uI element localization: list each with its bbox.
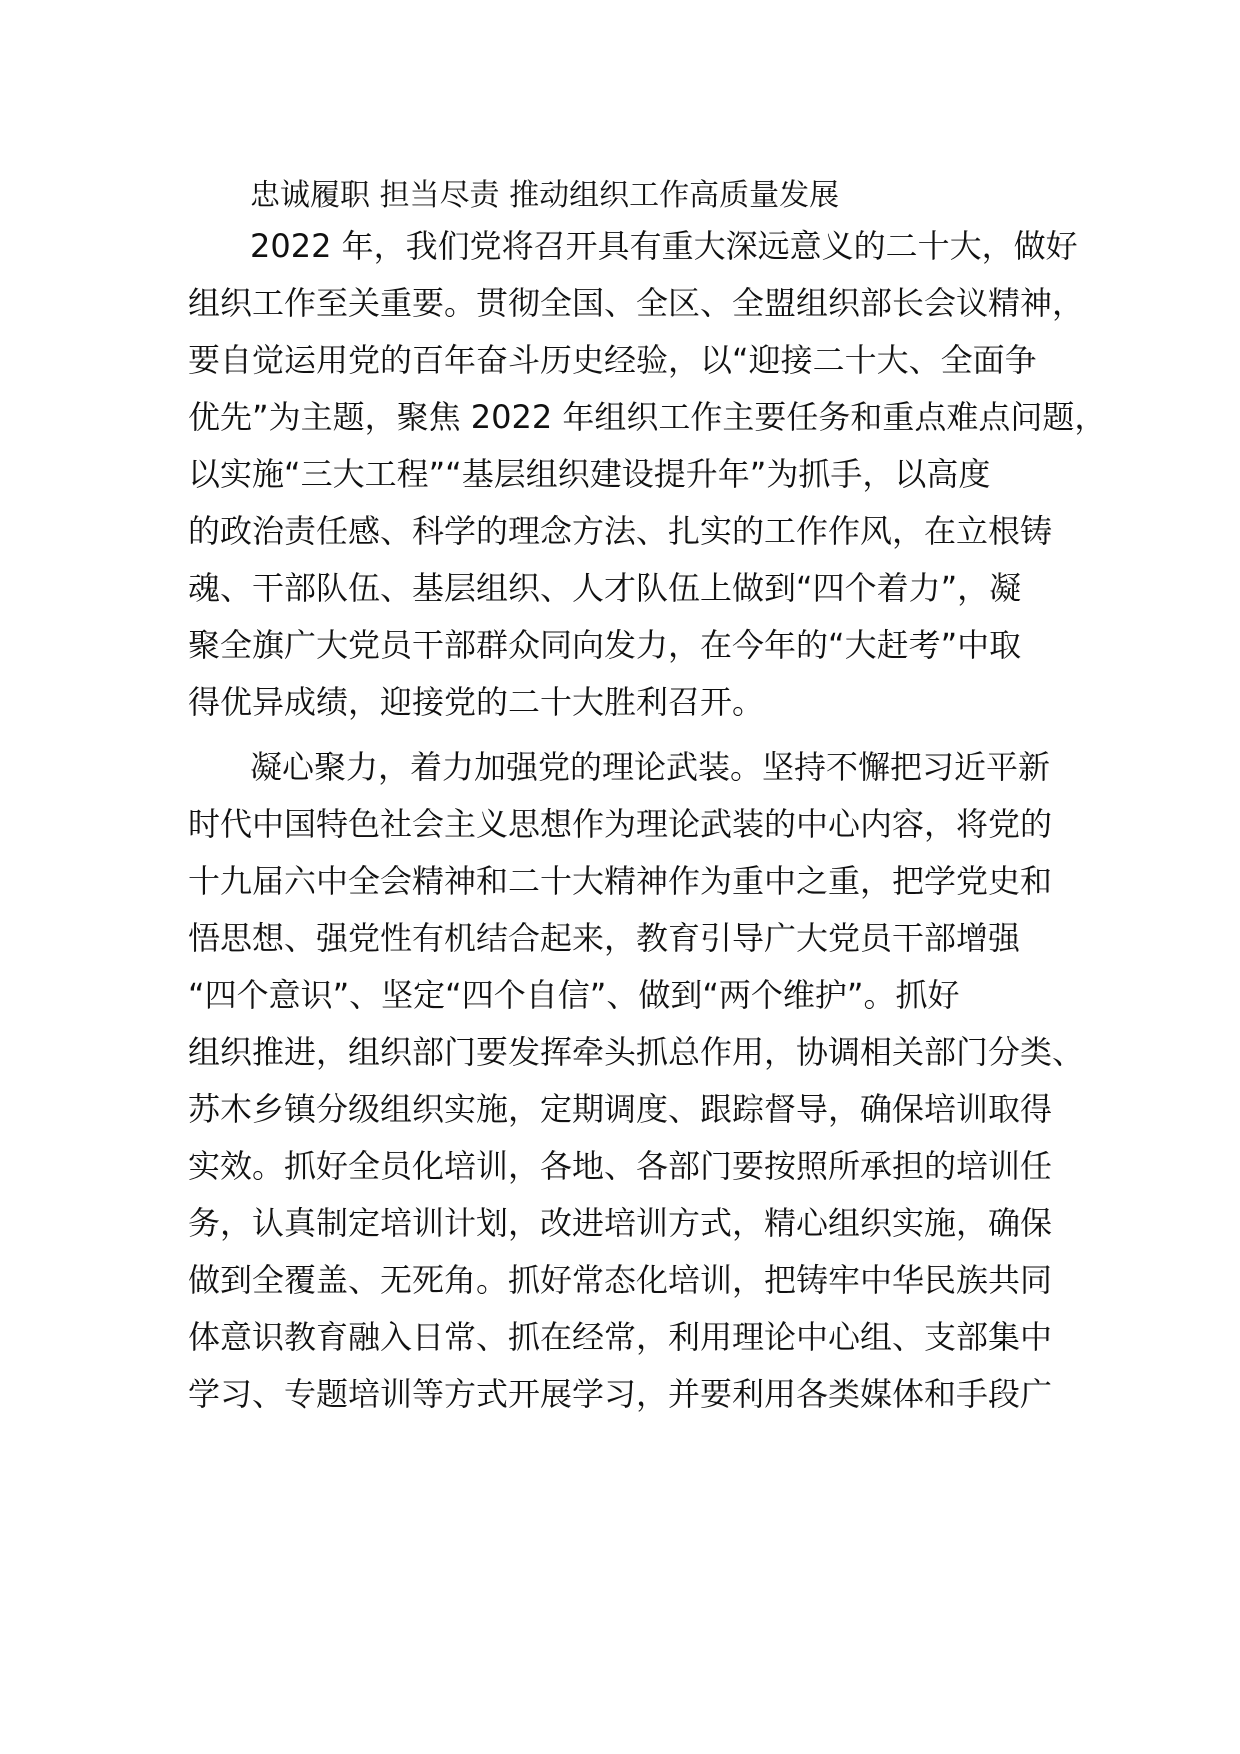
paragraph-2-line-7: 苏木乡镇分级组织实施，定期调度、跟踪督导，确保培训取得 — [188, 1090, 1053, 1128]
paragraph-1-line-7: 魂、干部队伍、基层组织、人才队伍上做到“四个着力”，凝 — [188, 569, 1022, 607]
paragraph-2-line-5: “四个意识”、坚定“四个自信”、做到“两个维护”。抓好 — [188, 976, 960, 1014]
paragraph-1-line-3: 要自觉运用党的百年奋斗历史经验，以“迎接二十大、全面争 — [188, 341, 1037, 379]
paragraph-2-line-1: 凝心聚力，着力加强党的理论武装。坚持不懈把习近平新 — [250, 748, 1051, 786]
paragraph-2-line-2: 时代中国特色社会主义思想作为理论武装的中心内容，将党的 — [188, 805, 1053, 843]
paragraph-1-line-9: 得优异成绩，迎接党的二十大胜利召开。 — [188, 683, 765, 721]
paragraph-2-line-6: 组织推进，组织部门要发挥牵头抓总作用，协调相关部门分类、 — [188, 1033, 1085, 1071]
paragraph-2-line-9: 务，认真制定培训计划，改进培训方式，精心组织实施，确保 — [188, 1204, 1053, 1242]
paragraph-1-line-8: 聚全旗广大党员干部群众同向发力，在今年的“大赶考”中取 — [188, 626, 1022, 664]
paragraph-1-line-5: 以实施“三大工程”“基层组织建设提升年”为抓手，以高度 — [188, 455, 991, 493]
paragraph-1-line-1: 2022 年，我们党将召开具有重大深远意义的二十大，做好 — [250, 227, 1078, 265]
paragraph-2-line-4: 悟思想、强党性有机结合起来，教育引导广大党员干部增强 — [188, 919, 1021, 957]
paragraph-1-line-6: 的政治责任感、科学的理念方法、扎实的工作作风，在立根铸 — [188, 512, 1053, 550]
paragraph-2-line-11: 体意识教育融入日常、抓在经常，利用理论中心组、支部集中 — [188, 1318, 1053, 1356]
paragraph-2-line-12: 学习、专题培训等方式开展学习，并要利用各类媒体和手段广 — [188, 1375, 1053, 1413]
paragraph-1-line-2: 组织工作至关重要。贯彻全国、全区、全盟组织部长会议精神， — [188, 284, 1085, 322]
paragraph-2-line-3: 十九届六中全会精神和二十大精神作为重中之重，把学党史和 — [188, 862, 1053, 900]
paragraph-2-line-8: 实效。抓好全员化培训，各地、各部门要按照所承担的培训任 — [188, 1147, 1053, 1185]
paragraph-1-line-4: 优先”为主题，聚焦 2022 年组织工作主要任务和重点难点问题， — [188, 398, 1107, 436]
document-title: 忠诚履职 担当尽责 推动组织工作高质量发展 — [250, 178, 840, 213]
paragraph-2-line-10: 做到全覆盖、无死角。抓好常态化培训，把铸牢中华民族共同 — [188, 1261, 1053, 1299]
